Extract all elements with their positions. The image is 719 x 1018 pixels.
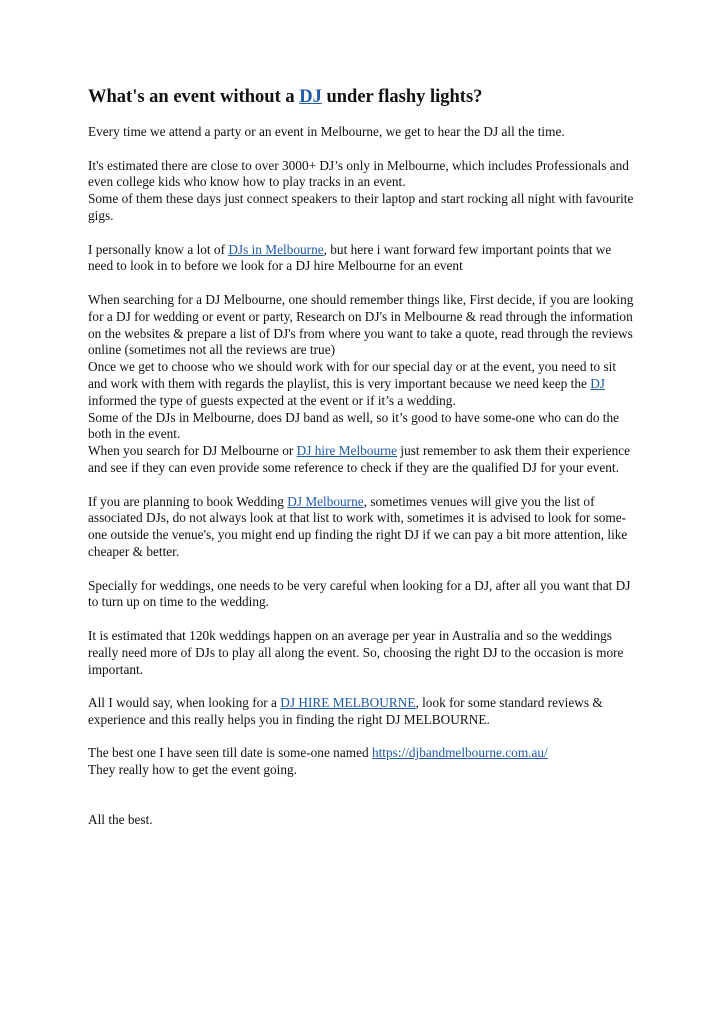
djbandmelbourne-url-link[interactable]: https://djbandmelbourne.com.au/ xyxy=(371,745,548,761)
dj-hire-melbourne-link[interactable]: DJ hire Melbourne xyxy=(296,443,398,459)
paragraph-8 xyxy=(88,695,638,729)
title-text: What's an event without a xyxy=(88,87,300,107)
paragraph-2-line-2: Some of them these days just connect speakers to their laptop and start rocking all night with favourite gigs. xyxy=(88,191,634,223)
paragraph-9-line-2: They really how to get the event going. xyxy=(88,762,297,778)
paragraph-8-text: All I would say, when looking for a xyxy=(88,695,281,711)
dj-hire-melbourne-caps-link[interactable]: DJ HIRE MELBOURNE xyxy=(280,695,416,711)
title-text-end: under flashy lights? xyxy=(321,87,483,107)
title-dj-link[interactable]: DJ xyxy=(299,87,322,107)
paragraph-3 xyxy=(88,242,638,276)
paragraph-8-text-end: , look for some standard reviews & experience and this really helps you in finding the right DJ MELBOURNE. xyxy=(88,695,603,727)
paragraph-4-line-4-text-end: just remember to ask them their experience and see if they can even provide some reference to check if they are the qualified DJ for your event. xyxy=(88,443,631,475)
paragraph-3-text: I personally know a lot of xyxy=(88,241,229,257)
paragraph-4-line-3: Some of the DJs in Melbourne, does DJ band as well, so it’s good to have some-one who can do the both in the event. xyxy=(88,409,620,442)
paragraph-9 xyxy=(88,745,638,779)
paragraph-4 xyxy=(88,292,638,477)
paragraph-6-text: Specially for weddings, one needs to be very careful when looking for a DJ, after all you want that DJ to turn up on time to the wedding. xyxy=(88,577,631,610)
paragraph-2-line-1: It's estimated there are close to over 3000+ DJ’s only in Melbourne, which includes Professionals and even college kids who know how to play tracks in an event. xyxy=(88,157,629,190)
paragraph-4-line-2-text: Once we get to choose who we should work with for our special day or at the event, you need to sit and work with them with regards the playlist, this is very important because we need keep the xyxy=(88,359,617,391)
paragraph-3-text-end: , but here i want forward few important points that we need to look in to before we look for a DJ hire Melbourne for an event xyxy=(88,241,612,274)
paragraph-4-line-4-text: When you search for DJ Melbourne or xyxy=(88,443,297,459)
paragraph-5-text: If you are planning to book Wedding xyxy=(88,493,288,509)
paragraph-4-line-2 xyxy=(88,359,638,409)
article-body xyxy=(88,85,638,845)
paragraph-4-line-2-text-end: informed the type of guests expected at the event or if it’s a wedding. xyxy=(88,392,456,408)
dj-melbourne-link[interactable]: DJ Melbourne xyxy=(287,493,364,509)
paragraph-1 xyxy=(88,124,638,141)
closing-text: All the best. xyxy=(88,811,153,827)
closing-line xyxy=(88,812,638,829)
paragraph-5 xyxy=(88,494,638,561)
paragraph-5-text-end: , sometimes venues will give you the list of associated DJs, do not always look at that list to work with, sometimes it is advised to look for some-one outside the venue's, you might end up finding the right DJ if we can pay a bit more attention, like cheaper & better. xyxy=(88,493,628,559)
dj-link[interactable]: DJ xyxy=(590,375,605,391)
djs-in-melbourne-link[interactable]: DJs in Melbourne xyxy=(228,241,324,257)
paragraph-4-line-1: When searching for a DJ Melbourne, one should remember things like, First decide, if you are looking for a DJ for wedding or event or party, Research on DJ's in Melbourne & read through the information on the websites & prepare a list of DJ's from where you want to take a quote, read through the reviews online (sometimes not all the reviews are true) xyxy=(88,291,634,358)
paragraph-9-line-1 xyxy=(88,745,638,762)
paragraph-4-line-4 xyxy=(88,443,638,477)
paragraph-7 xyxy=(88,628,638,678)
paragraph-9-text: The best one I have seen till date is some-one named xyxy=(88,745,372,761)
paragraph-6 xyxy=(88,578,638,612)
paragraph-1-text: Every time we attend a party or an event in Melbourne, we get to hear the DJ all the time. xyxy=(88,124,565,139)
paragraph-7-text: It is estimated that 120k weddings happen on an average per year in Australia and so the weddings really need more of DJs to play all along the event. So, choosing the right DJ to the occasion is more important. xyxy=(88,627,624,677)
spacer xyxy=(88,796,638,812)
paragraph-2 xyxy=(88,158,638,225)
page-title xyxy=(88,85,638,109)
